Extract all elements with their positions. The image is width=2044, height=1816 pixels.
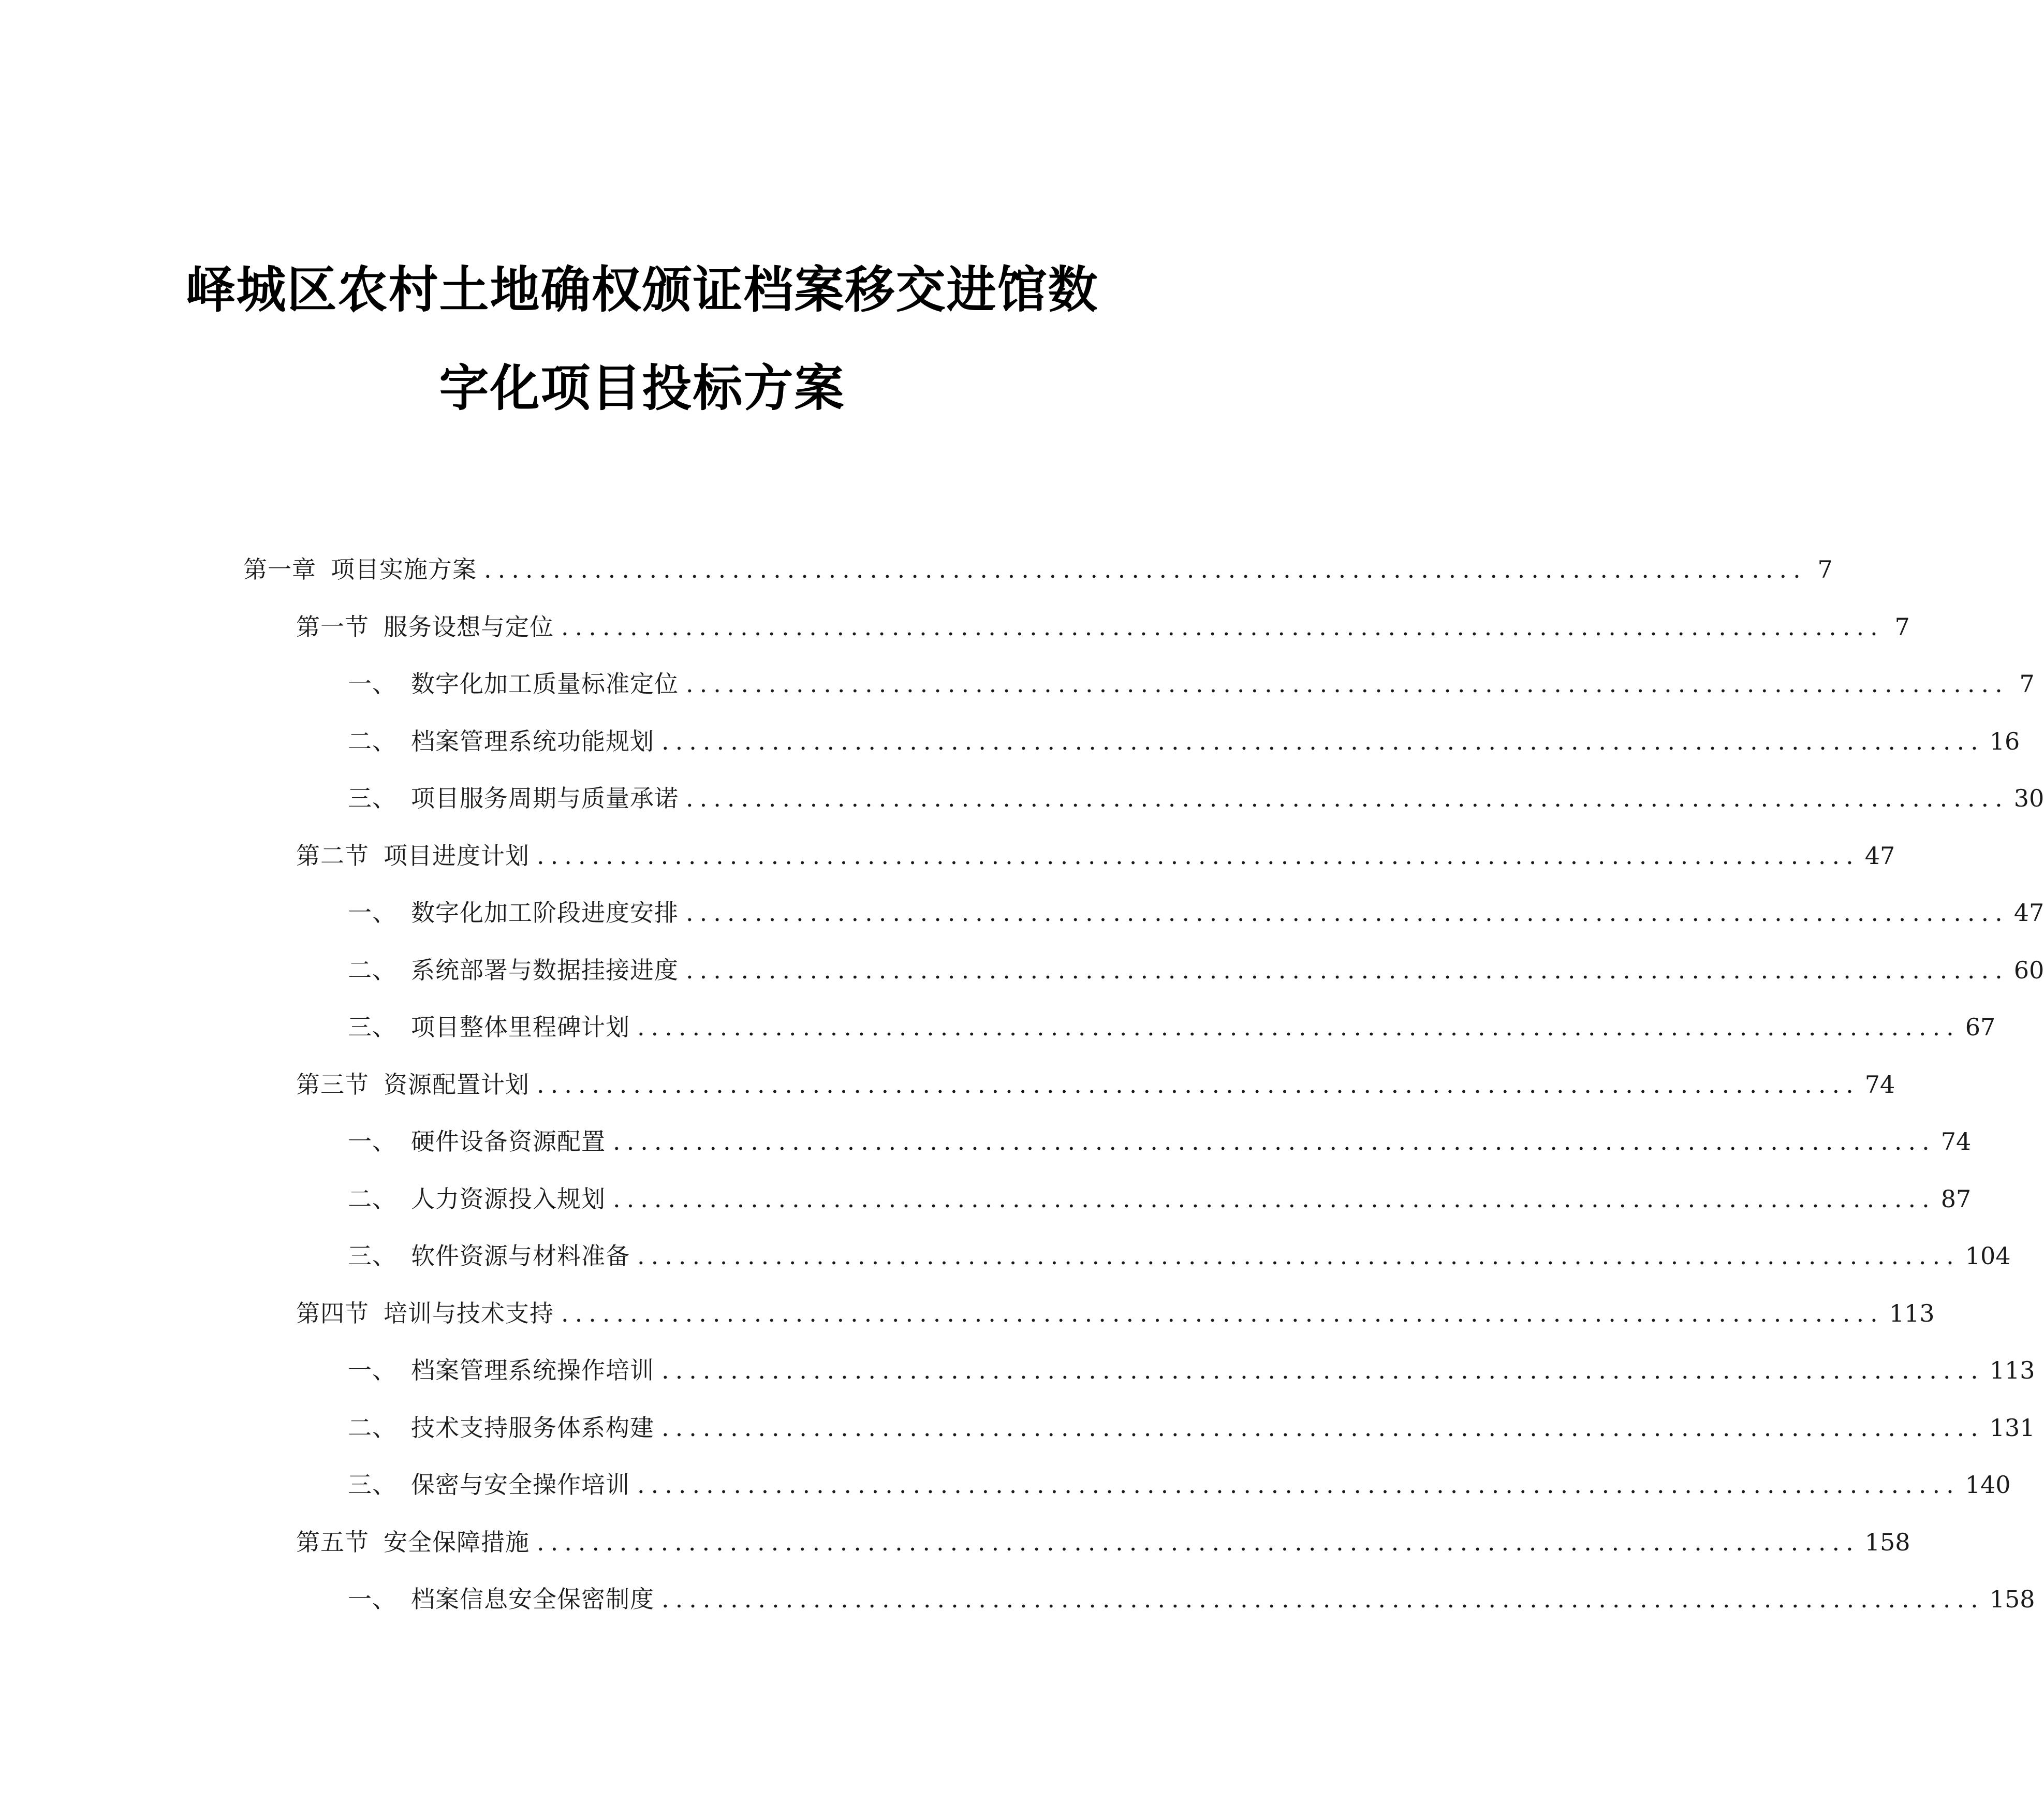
toc-page-number: 16 <box>1989 727 2020 755</box>
toc-dot-leader: ................................................................................................ <box>686 784 2009 812</box>
toc-entry-title: 数字化加工质量标准定位 <box>411 670 679 698</box>
toc-entry-title: 安全保障措施 <box>384 1528 530 1556</box>
toc-entry[interactable] <box>243 549 1833 590</box>
toc-entry-title: 项目实施方案 <box>331 555 477 583</box>
toc-entry-label <box>348 721 654 762</box>
toc-dot-leader: ................................................................................................ <box>661 1585 1984 1613</box>
toc-entry-title: 数字化加工阶段进度安排 <box>411 899 679 927</box>
toc-entry[interactable] <box>348 663 2035 705</box>
toc-entry-label <box>296 606 554 648</box>
toc-entry[interactable] <box>296 606 1910 648</box>
toc-page-number: 158 <box>1864 1528 1910 1556</box>
toc-entry-prefix: 第三节 <box>296 1071 369 1099</box>
toc-entry-label <box>348 1464 630 1505</box>
toc-entry-label <box>296 1521 530 1563</box>
toc-entry-prefix: 二、 <box>348 727 396 755</box>
toc-entry-prefix: 一、 <box>348 1356 396 1384</box>
toc-entry-title: 项目服务周期与质量承诺 <box>411 784 679 812</box>
toc-dot-leader: ................................................................................................ <box>613 1127 1936 1155</box>
toc-entry[interactable] <box>296 835 1895 876</box>
toc-entry-label <box>348 1235 630 1277</box>
toc-page-number: 47 <box>1864 842 1895 870</box>
toc-page-number: 67 <box>1965 1013 1996 1041</box>
toc-entry-label <box>348 892 679 933</box>
toc-page-number: 7 <box>1817 555 1833 583</box>
toc-entry[interactable] <box>296 1521 1910 1563</box>
toc-entry[interactable] <box>348 778 2044 819</box>
toc-entry[interactable] <box>348 721 2020 762</box>
toc-entry[interactable] <box>348 1178 1972 1220</box>
toc-entry-title: 硬件设备资源配置 <box>411 1127 606 1155</box>
toc-page-number: 131 <box>1989 1414 2035 1442</box>
toc-entry-title: 档案管理系统功能规划 <box>411 727 654 755</box>
toc-page-number: 113 <box>1889 1299 1935 1327</box>
toc-entry-label <box>296 1293 554 1334</box>
toc-entry[interactable] <box>348 1350 2035 1391</box>
toc-dot-leader: ................................................................................................ <box>484 555 1807 583</box>
toc-entry-prefix: 一、 <box>348 1127 396 1155</box>
toc-entry-title: 项目整体里程碑计划 <box>411 1013 630 1041</box>
toc-page-number: 7 <box>1894 613 1910 641</box>
toc-entry-title: 培训与技术支持 <box>384 1299 554 1327</box>
toc-entry-prefix: 第四节 <box>296 1299 369 1327</box>
toc-dot-leader: ................................................................................................ <box>637 1013 1960 1041</box>
toc-entry-prefix: 二、 <box>348 1185 396 1213</box>
toc-entry[interactable] <box>348 949 2044 991</box>
toc-dot-leader: ................................................................................................ <box>686 670 2009 698</box>
toc-dot-leader: ................................................................................................ <box>537 1528 1860 1556</box>
toc-dot-leader: ................................................................................................ <box>686 899 2009 927</box>
toc-page-number: 87 <box>1940 1185 1972 1213</box>
toc-entry-title: 项目进度计划 <box>384 842 530 870</box>
toc-entry-title: 人力资源投入规划 <box>411 1185 606 1213</box>
toc-entry-label <box>348 949 679 991</box>
toc-dot-leader: ................................................................................................ <box>637 1471 1960 1499</box>
toc-entry-prefix: 三、 <box>348 1013 396 1041</box>
toc-page-number: 74 <box>1940 1127 1972 1155</box>
toc-dot-leader: ................................................................................................ <box>537 1071 1860 1099</box>
toc-page-number: 60 <box>2013 956 2044 984</box>
toc-entry[interactable] <box>296 1293 1935 1334</box>
toc-entry-title: 系统部署与数据挂接进度 <box>411 956 679 984</box>
toc-dot-leader: ................................................................................................ <box>661 1356 1984 1384</box>
toc-entry-label <box>296 835 530 876</box>
toc-entry-label <box>348 1350 654 1391</box>
document-title-line-2: 字化项目投标方案 <box>439 359 845 417</box>
toc-dot-leader: ................................................................................................ <box>637 1242 1960 1270</box>
toc-entry-title: 档案管理系统操作培训 <box>411 1356 654 1384</box>
toc-page-number: 47 <box>2013 899 2044 927</box>
toc-entry-label <box>296 1064 530 1105</box>
toc-entry-label <box>243 549 477 590</box>
toc-entry-label <box>348 663 679 705</box>
toc-entry-label <box>348 1407 654 1448</box>
toc-page-number: 113 <box>1989 1356 2035 1384</box>
toc-entry-title: 技术支持服务体系构建 <box>411 1414 654 1442</box>
toc-page-number: 7 <box>2019 670 2035 698</box>
toc-dot-leader: ................................................................................................ <box>537 842 1860 870</box>
toc-entry-prefix: 一、 <box>348 670 396 698</box>
toc-page-number: 140 <box>1965 1471 2011 1499</box>
toc-entry-prefix: 第二节 <box>296 842 369 870</box>
toc-dot-leader: ................................................................................................ <box>686 956 2009 984</box>
toc-page-number: 74 <box>1864 1071 1895 1099</box>
toc-entry-prefix: 二、 <box>348 956 396 984</box>
toc-entry-prefix: 第一节 <box>296 613 369 641</box>
toc-entry-label <box>348 1578 654 1620</box>
toc-entry-prefix: 第一章 <box>243 555 316 583</box>
toc-entry[interactable] <box>348 1464 2011 1505</box>
toc-entry-prefix: 三、 <box>348 1471 396 1499</box>
toc-entry[interactable] <box>348 1578 2035 1620</box>
toc-page-number: 30 <box>2013 784 2044 812</box>
toc-entry-title: 保密与安全操作培训 <box>411 1471 630 1499</box>
toc-entry-title: 资源配置计划 <box>384 1071 530 1099</box>
toc-entry-prefix: 第五节 <box>296 1528 369 1556</box>
toc-entry-label <box>348 1121 606 1162</box>
toc-entry-prefix: 一、 <box>348 1585 396 1613</box>
toc-entry-title: 档案信息安全保密制度 <box>411 1585 654 1613</box>
toc-entry-prefix: 二、 <box>348 1414 396 1442</box>
toc-entry-label <box>348 1006 630 1048</box>
toc-entry[interactable] <box>348 892 2044 933</box>
toc-dot-leader: ................................................................................................ <box>613 1185 1936 1213</box>
toc-entry-prefix: 一、 <box>348 899 396 927</box>
toc-page-number: 158 <box>1989 1585 2035 1613</box>
toc-page-number: 104 <box>1965 1242 2011 1270</box>
toc-entry[interactable] <box>296 1064 1895 1105</box>
toc-entry-title: 服务设想与定位 <box>384 613 554 641</box>
toc-entry-prefix: 三、 <box>348 1242 396 1270</box>
toc-dot-leader: ................................................................................................ <box>561 1299 1884 1327</box>
toc-dot-leader: ................................................................................................ <box>561 613 1884 641</box>
toc-entry[interactable] <box>348 1121 1972 1162</box>
toc-entry-title: 软件资源与材料准备 <box>411 1242 630 1270</box>
document-title-line-1: 峄城区农村土地确权颁证档案移交进馆数 <box>185 261 1099 319</box>
toc-entry[interactable] <box>348 1407 2035 1448</box>
toc-entry[interactable] <box>348 1235 2011 1277</box>
toc-dot-leader: ................................................................................................ <box>661 727 1984 755</box>
toc-entry[interactable] <box>348 1006 1996 1048</box>
toc-entry-label <box>348 778 679 819</box>
toc-entry-prefix: 三、 <box>348 784 396 812</box>
toc-entry-label <box>348 1178 606 1220</box>
toc-dot-leader: ................................................................................................ <box>661 1414 1984 1442</box>
